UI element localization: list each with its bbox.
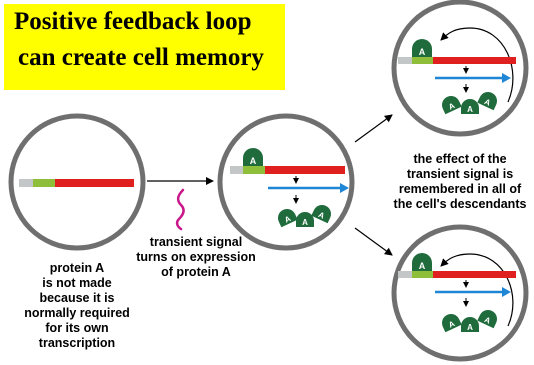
caption-line: normally required (24, 306, 130, 320)
cell-activated (220, 116, 352, 248)
caption-line: protein A (49, 261, 105, 275)
caption-line: the cell's descendants (393, 197, 527, 211)
promoter-segment (398, 271, 412, 278)
cell-descendant-upper (394, 2, 526, 134)
protein-label: A (482, 97, 492, 108)
title-line-1: Positive feedback loop (14, 8, 252, 35)
caption-memory (390, 152, 530, 212)
transient-signal (177, 190, 184, 229)
protein-label: A (302, 218, 308, 227)
cell-membrane (394, 2, 526, 134)
caption-transient-signal (126, 235, 266, 280)
arrow-to-upper-descendant (355, 115, 392, 142)
gene-segment (55, 179, 134, 187)
caption-line: transient signal is (406, 167, 514, 181)
regulatory-segment (243, 166, 265, 174)
caption-line: remembered in all of (398, 182, 522, 196)
gene-construct (19, 179, 134, 187)
regulatory-segment (412, 271, 433, 278)
title-line-2: can create cell memory (18, 44, 264, 71)
promoter-segment (230, 166, 243, 174)
protein-label: A (482, 315, 492, 326)
caption-line: is not made (42, 276, 112, 290)
caption-line: the effect of the (413, 152, 507, 166)
caption-no-protein (17, 261, 137, 351)
caption-line: of protein A (161, 265, 231, 279)
protein-label: A (418, 47, 426, 57)
protein-label: A (467, 323, 473, 332)
regulatory-segment (33, 179, 55, 187)
gene-construct (230, 166, 345, 174)
arrow-to-lower-descendant (355, 228, 392, 255)
protein-label: A (447, 101, 457, 112)
cell-membrane (220, 116, 352, 248)
caption-line: transcription (38, 336, 116, 350)
caption-line: transient signal (149, 235, 243, 249)
caption-line: because it is (39, 291, 115, 305)
protein-label: A (316, 210, 326, 221)
protein-label: A (447, 319, 457, 330)
cell-initial (11, 116, 143, 248)
cell-descendant-lower (394, 227, 526, 359)
caption-line: turns on expression (136, 250, 256, 264)
protein-label: A (249, 156, 257, 166)
gene-segment (433, 57, 516, 64)
caption-line: for its own (45, 321, 109, 335)
gene-segment (433, 271, 516, 278)
promoter-segment (398, 57, 412, 64)
protein-label: A (467, 105, 473, 114)
gene-construct (398, 57, 516, 64)
gene-construct (398, 271, 516, 278)
protein-label: A (283, 214, 293, 225)
signal-squiggle (177, 190, 184, 229)
gene-segment (265, 166, 345, 174)
regulatory-segment (412, 57, 433, 64)
promoter-segment (19, 179, 33, 187)
protein-label: A (418, 261, 426, 271)
